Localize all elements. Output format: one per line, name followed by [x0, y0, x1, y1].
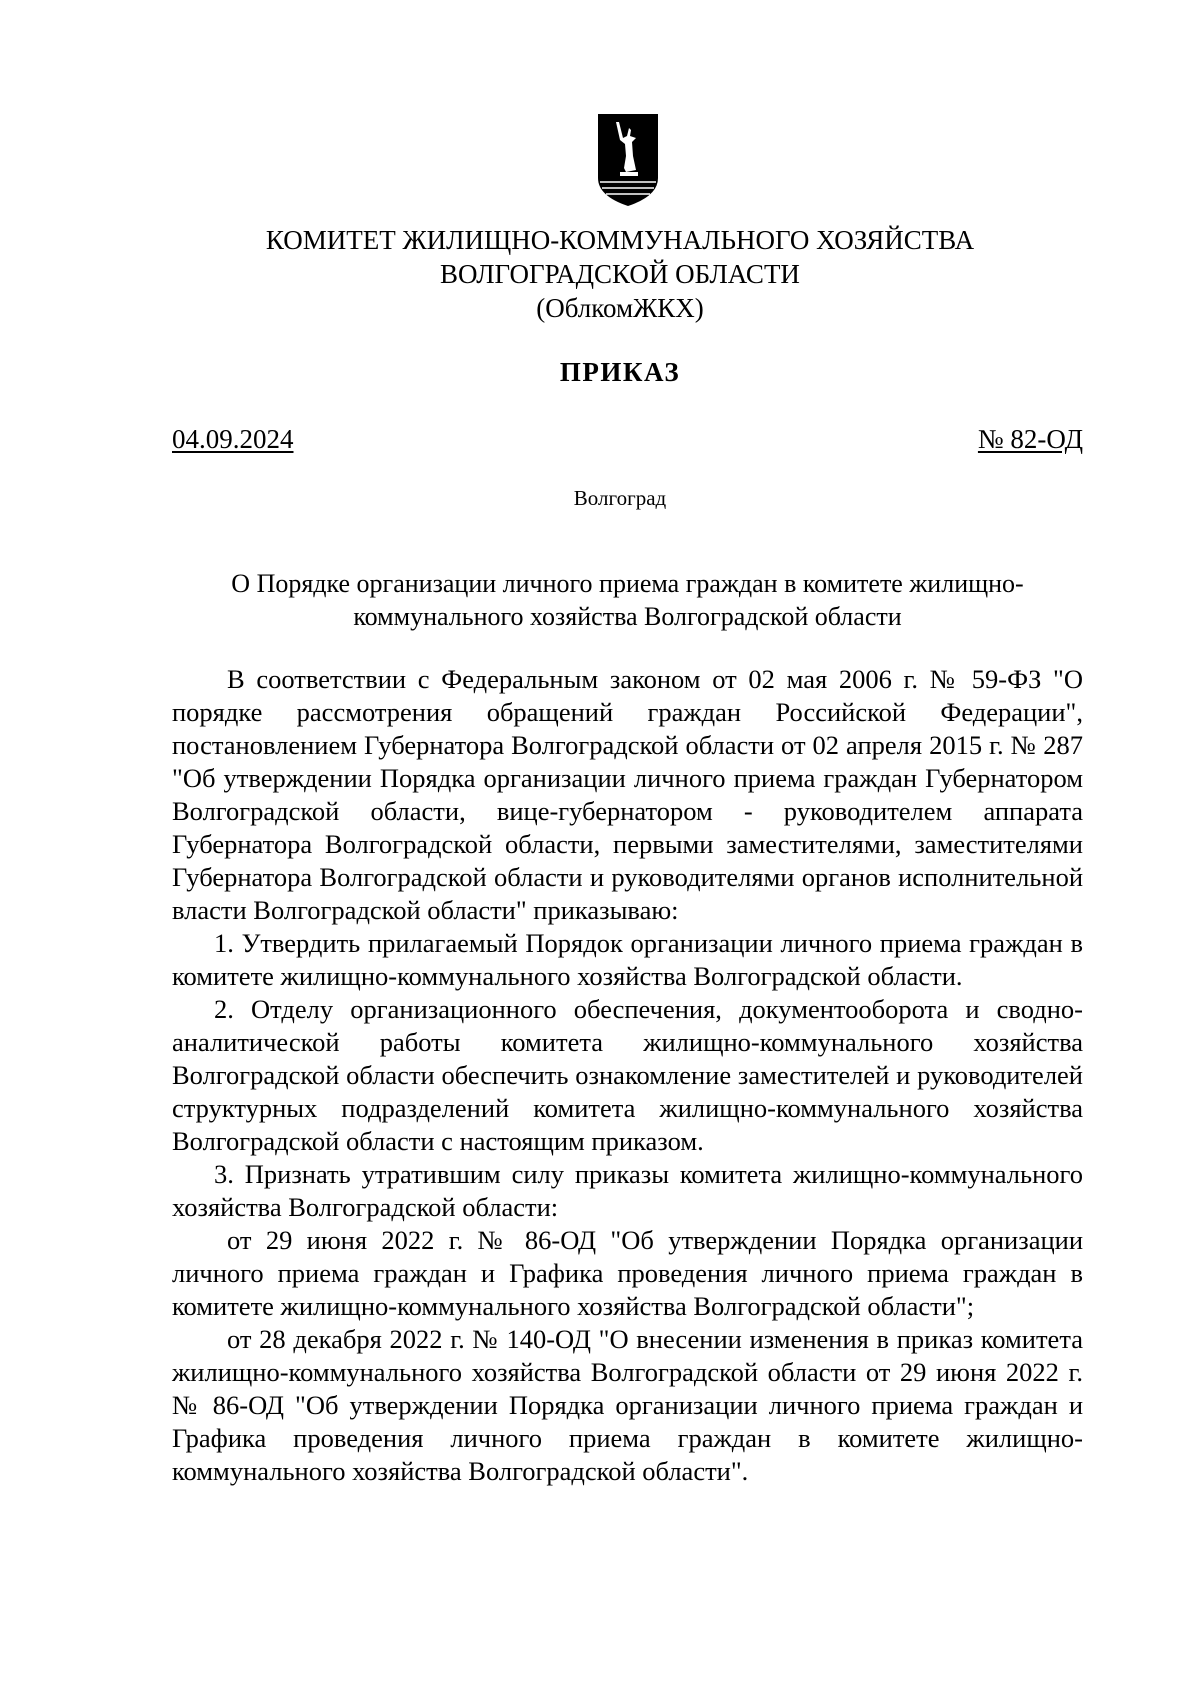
order-item-1: 1. Утвердить прилагаемый Порядок организации личного приема граждан в комитете жилищно-коммунального хозяйства Волгоградской области. — [172, 928, 1083, 991]
order-body — [172, 663, 1083, 1488]
repealed-order-2: от 28 декабря 2022 г. № 140-ОД "О внесении изменения в приказ комитета жилищно-коммунального хозяйства Волгоградской области от 29 июня 2022 г. № 86-ОД "Об утверждении Порядка организации личного приема граждан и Графика проведения личного приема граждан в комитете жилищно-коммунального хозяйства Волгоградской области". — [172, 1324, 1083, 1486]
order-subject-line-1: О Порядке организации личного приема граждан в комитете жилищно- — [231, 569, 1024, 598]
repealed-order-1: от 29 июня 2022 г. № 86-ОД "Об утверждении Порядка организации личного приема граждан и Графика проведения личного приема граждан в комитете жилищно-коммунального хозяйства Волгоградской области"; — [172, 1225, 1083, 1321]
document-type-title: ПРИКАЗ — [559, 357, 681, 387]
order-subject-line-2: коммунального хозяйства Волгоградской области — [353, 602, 902, 631]
org-name-line-2: ВОЛГОГРАДСКОЙ ОБЛАСТИ — [440, 259, 800, 289]
order-item-2: 2. Отделу организационного обеспечения, документооборота и сводно-аналитической работы комитета жилищно-коммунального хозяйства Волгоградской области обеспечить ознакомление заместителей и руководителей структурных подразделений комитета жилищно-коммунального хозяйства Волгоградской области с настоящим приказом. — [172, 994, 1083, 1156]
order-subject — [172, 567, 1083, 633]
order-date: 04.09.2024 — [172, 424, 294, 454]
org-name-line-1: КОМИТЕТ ЖИЛИЩНО-КОММУНАЛЬНОГО ХОЗЯЙСТВА — [265, 225, 975, 255]
organization-name — [170, 223, 1070, 325]
order-number: № 82-ОД — [977, 424, 1083, 454]
order-city: Волгоград — [573, 486, 667, 510]
volgograd-coat-of-arms-icon — [596, 112, 660, 208]
org-name-abbreviation: (ОблкомЖКХ) — [536, 293, 704, 323]
preamble-paragraph: В соответствии с Федеральным законом от 02 мая 2006 г. № 59-ФЗ "О порядке рассмотрения обращений граждан Российской Федерации", постановлением Губернатора Волгоградской области от 02 апреля 2015 г. № 287 "Об утверждении Порядка организации личного приема граждан Губернатором Волгоградской области, вице-губернатором - руководителем аппарата Губернатора Волгоградской области, первыми заместителями, заместителями Губернатора Волгоградской области и руководителями органов исполнительной власти Волгоградской области" приказываю: — [172, 664, 1083, 925]
order-item-3: 3. Признать утратившим силу приказы комитета жилищно-коммунального хозяйства Волгоградской области: — [172, 1159, 1083, 1222]
